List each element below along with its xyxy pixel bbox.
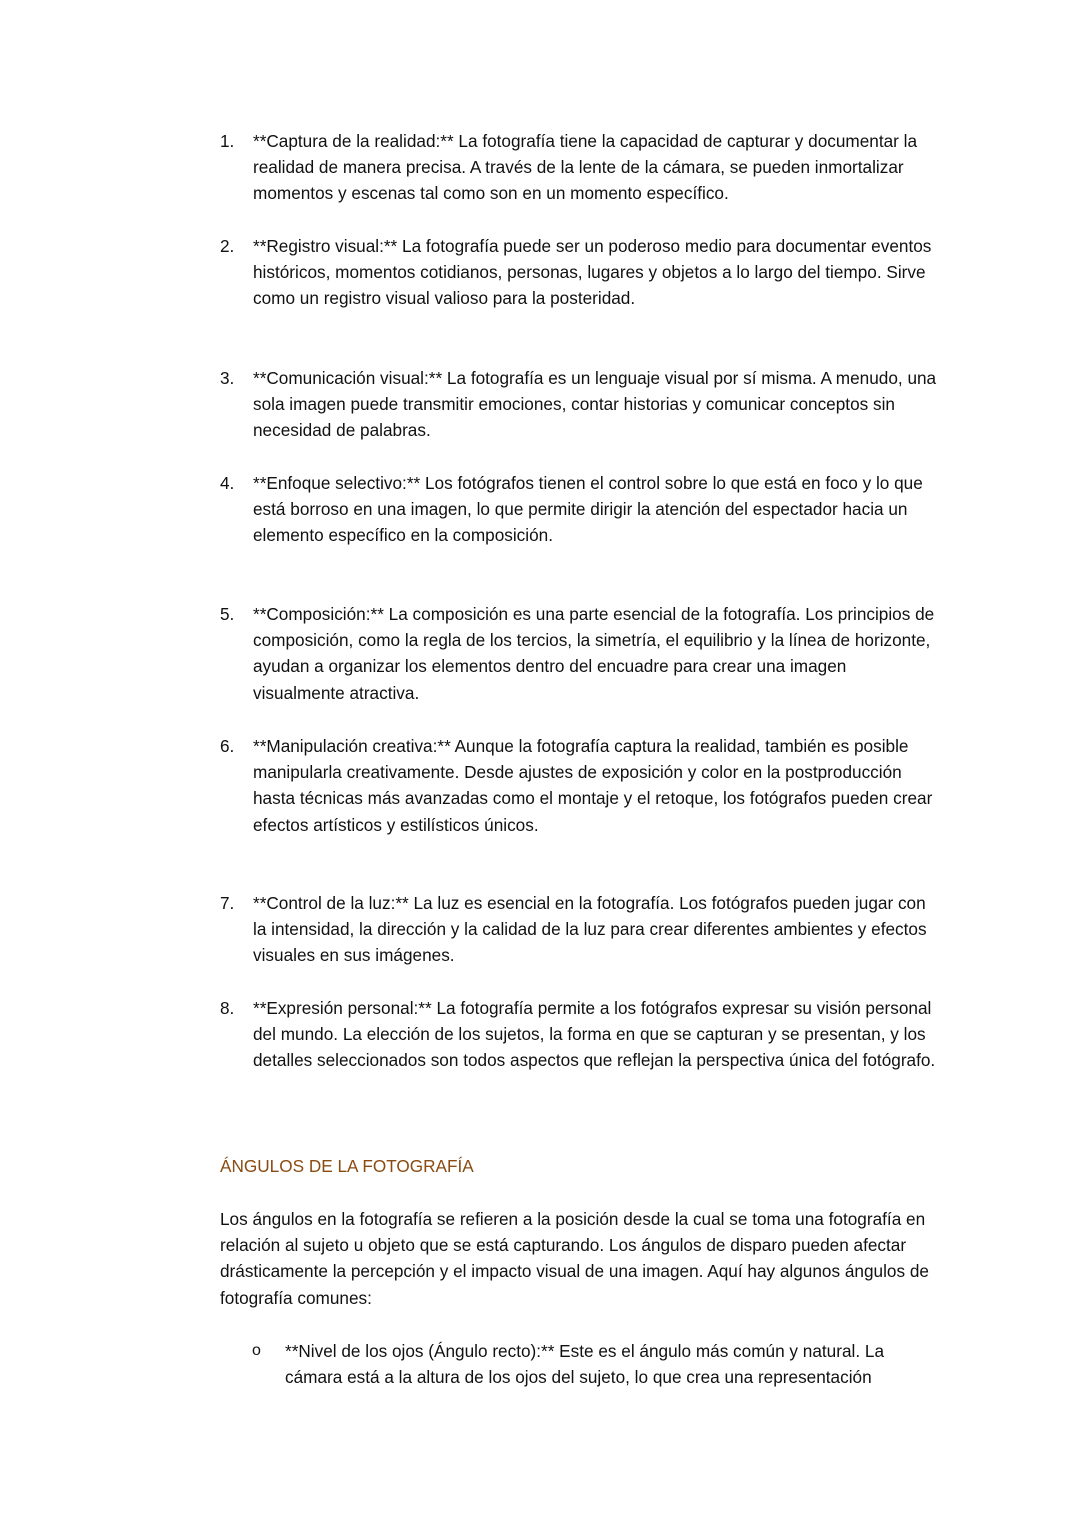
list-number: 6. (220, 736, 235, 756)
list-item-text: **Comunicación visual:** La fotografía es un lenguaje visual por sí misma. A menudo, una sola imagen puede transmitir emociones, contar historias y comunicar conceptos sin necesidad de palabras. (253, 368, 937, 441)
bullet-marker: o (252, 1342, 261, 1359)
list-item-2 (220, 233, 940, 312)
list-number: 1. (220, 131, 235, 151)
list-item-text: **Composición:** La composición es una parte esencial de la fotografía. Los principios de composición, como la regla de los tercios, la simetría, el equilibrio y la línea de horizonte, ayudan a organizar los elementos dentro del encuadre para crear una imagen visualmente atractiva. (253, 604, 935, 703)
list-item-4 (220, 470, 940, 549)
list-number: 8. (220, 998, 235, 1018)
list-number: 7. (220, 893, 235, 913)
list-item-7 (220, 890, 940, 969)
list-number: 4. (220, 473, 235, 493)
list-item-8 (220, 995, 940, 1074)
list-item-5 (220, 601, 940, 706)
section-heading: ÁNGULOS DE LA FOTOGRAFÍA (220, 1156, 474, 1176)
list-number: 2. (220, 236, 235, 256)
bullet-item-1 (252, 1338, 932, 1390)
list-item-text: **Control de la luz:** La luz es esencial en la fotografía. Los fotógrafos pueden jugar con la intensidad, la dirección y la calidad de la luz para crear diferentes ambientes y efectos visuales en sus imágenes. (253, 893, 927, 966)
list-item-text: **Expresión personal:** La fotografía permite a los fotógrafos expresar su visión personal del mundo. La elección de los sujetos, la forma en que se capturan y se presentan, y los detalles seleccionados son todos aspectos que reflejan la perspectiva única del fotógrafo. (253, 998, 936, 1071)
list-item-3 (220, 365, 940, 444)
list-item-1 (220, 128, 940, 207)
bullet-item-text: **Nivel de los ojos (Ángulo recto):** Este es el ángulo más común y natural. La cámara está a la altura de los ojos del sujeto, lo que crea una representación (285, 1341, 885, 1388)
list-number: 3. (220, 368, 235, 388)
list-item-text: **Registro visual:** La fotografía puede ser un poderoso medio para documentar eventos históricos, momentos cotidianos, personas, lugares y objetos a lo largo del tiempo. Sirve como un registro visual valioso para la posteridad. (253, 236, 932, 309)
list-number: 5. (220, 604, 235, 624)
section-paragraph: Los ángulos en la fotografía se refieren a la posición desde la cual se toma una fotografía en relación al sujeto u objeto que se está capturando. Los ángulos de disparo pueden afectar drásticamente la percepción y el impacto visual de una imagen. Aquí hay algunos ángulos de fotografía comunes: (220, 1209, 929, 1308)
list-item-text: **Manipulación creativa:** Aunque la fotografía captura la realidad, también es posible manipularla creativamente. Desde ajustes de exposición y color en la postproducción hasta técnicas más avanzadas como el montaje y el retoque, los fotógrafos pueden crear efectos artísticos y estilísticos únicos. (253, 736, 933, 835)
list-item-text: **Captura de la realidad:** La fotografía tiene la capacidad de capturar y documentar la realidad de manera precisa. A través de la lente de la cámara, se pueden inmortalizar momentos y escenas tal como son en un momento específico. (253, 131, 918, 204)
list-item-6 (220, 733, 940, 838)
list-item-text: **Enfoque selectivo:** Los fotógrafos tienen el control sobre lo que está en foco y lo que está borroso en una imagen, lo que permite dirigir la atención del espectador hacia un elemento específico en la composición. (253, 473, 923, 546)
